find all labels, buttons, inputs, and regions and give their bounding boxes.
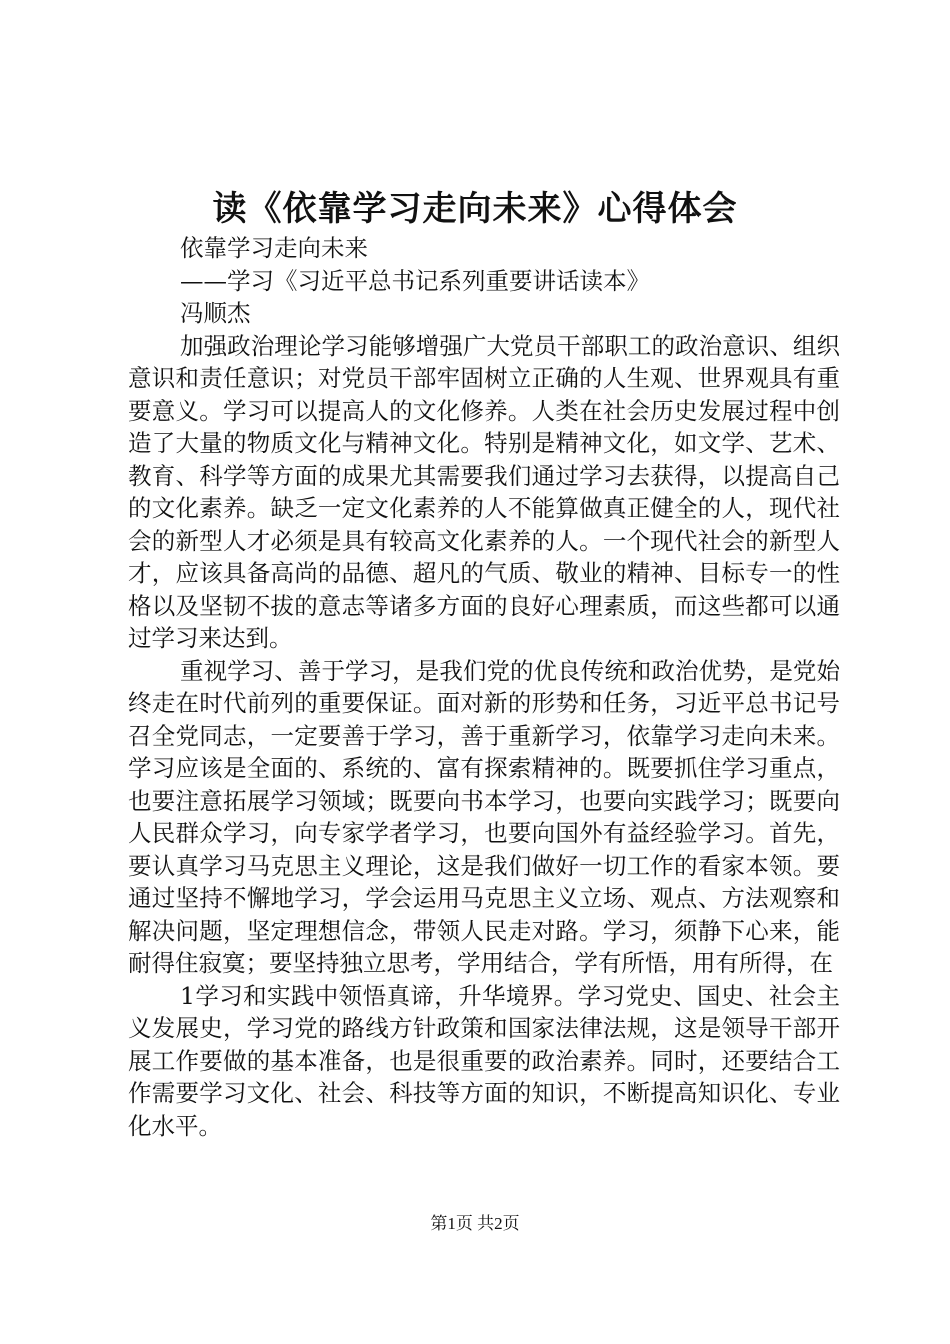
page-footer: 第1页 共2页 (430, 1214, 520, 1233)
document-title: 读《依靠学习走向未来》心得体会 (212, 189, 738, 229)
intro-heading: 依靠学习走向未来 (180, 234, 368, 262)
document-body (128, 232, 840, 1142)
paragraph-3: 1学习和实践中领悟真谛，升华境界。学习党史、国史、社会主义发展史，学习党的路线方针政策和国家法律法规，这是领导干部开展工作要做的基本准备，也是很重要的政治素养。同时，还要结合工作需要学习文化、社会、科技等方面的知识，不断提高知识化、专业化水平。 (128, 981, 840, 1140)
intro-subtitle: ——学习《习近平总书记系列重要讲话读本》 (180, 266, 650, 295)
paragraph-1: 加强政治理论学习能够增强广大党员干部职工的政治意识、组织意识和责任意识；对党员干部牢固树立正确的人生观、世界观具有重要意义。学习可以提高人的文化修养。人类在社会历史发展过程中创造了大量的物质文化与精神文化。特别是精神文化，如文学、艺术、教育、科学等方面的成果尤其需要我们通过学习去获得，以提高自己的文化素养。缺乏一定文化素养的人不能算做真正健全的人，现代社会的新型人才必须是具有较高文化素养的人。一个现代社会的新型人才，应该具备高尚的品德、超凡的气质、敬业的精神、目标专一的性格以及坚韧不拔的意志等诸多方面的良好心理素质，而这些都可以通过学习来达到。 (128, 331, 840, 652)
author-name: 冯顺杰 (180, 299, 251, 327)
paragraph-2: 重视学习、善于学习，是我们党的优良传统和政治优势，是党始终走在时代前列的重要保证。面对新的形势和任务，习近平总书记号召全党同志，一定要善于学习，善于重新学习，依靠学习走向未来。学习应该是全面的、系统的、富有探索精神的。既要抓住学习重点，也要注意拓展学习领域；既要向书本学习，也要向实践学习；既要向人民群众学习，向专家学者学习，也要向国外有益经验学习。首先，要认真学习马克思主义理论，这是我们做好一切工作的看家本领。要通过坚持不懈地学习，学会运用马克思主义立场、观点、方法观察和解决问题，坚定理想信念，带领人民走对路。学习，须静下心来，能耐得住寂寞；要坚持独立思考，学用结合，学有所悟，用有所得，在 (128, 656, 840, 977)
